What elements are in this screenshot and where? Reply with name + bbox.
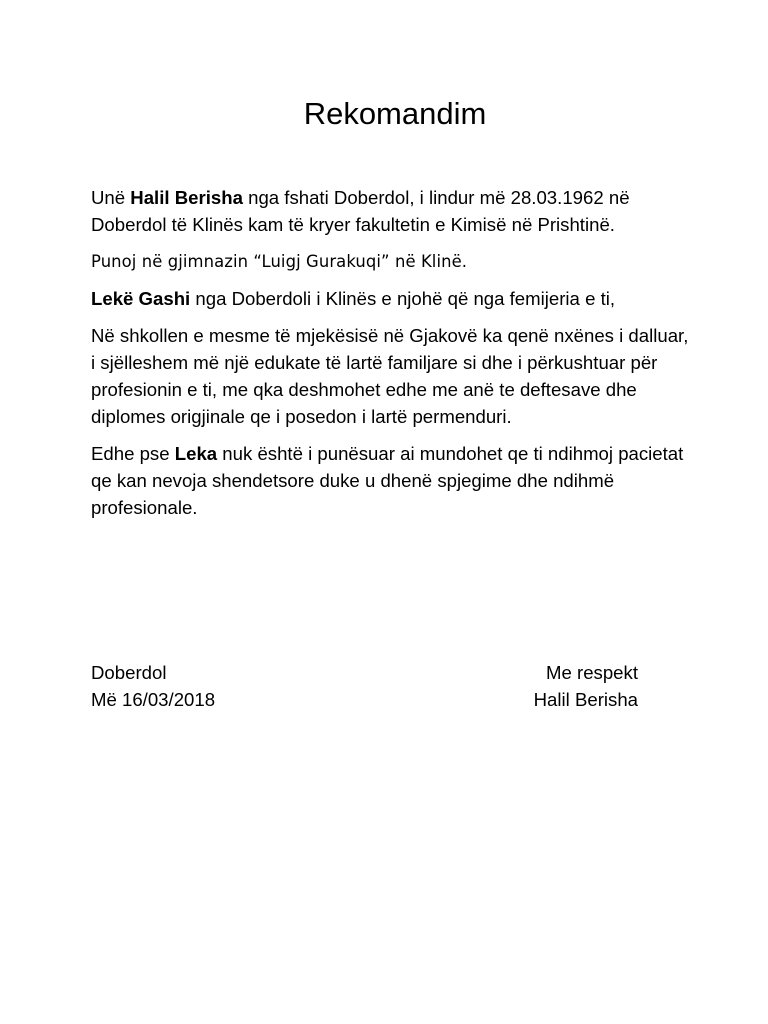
paragraph-subject-rest: nga Doberdoli i Klinës e njohë që nga femijeria e ti, [190,288,616,309]
footer-place-date [91,659,215,713]
subject-name-bold: Lekë Gashi [91,288,191,309]
paragraph-workplace: Punoj në gjimnazin “Luigj Gurakuqi” në Klinë. [91,252,468,271]
document-body [91,184,691,531]
paragraph-education: Në shkollen e mesme të mjekësisë në Gjakovë ka qenë nxënes i dalluar, i sjëlleshem më një edukate të lartë familjare si dhe i përkushtuar për profesionin e ti, me qka deshmohet edhe me anë te deftesave dhe diplomes origjinale qe i posedon i lartë permenduri. [91,325,689,427]
paragraph-help [91,440,691,521]
paragraph-intro [91,184,691,238]
footer-closing: Me respekt [546,662,638,683]
paragraph-help-start: Edhe pse [91,443,175,464]
paragraph-help-rest: nuk është i punësuar ai mundohet qe ti ndihmoj pacietat qe kan nevoja shendetsore duke u dhenë spjegime dhe ndihmë profesionale. [91,443,684,518]
author-name-bold: Halil Berisha [130,187,243,208]
footer-place: Doberdol [91,662,167,683]
paragraph-intro-rest: nga fshati Doberdol, i lindur më 28.03.1962 në Doberdol të Klinës kam të kryer fakultetin e Kimisë në Prishtinë. [91,187,630,235]
footer-signature-name: Halil Berisha [533,689,638,710]
footer-date: Më 16/03/2018 [91,689,216,710]
subject-short-name-bold: Leka [174,443,218,464]
paragraph-subject [91,285,691,312]
paragraph-intro-start: Unë [91,187,131,208]
document-title: Rekomandim [303,96,487,131]
footer-signature [534,659,638,713]
